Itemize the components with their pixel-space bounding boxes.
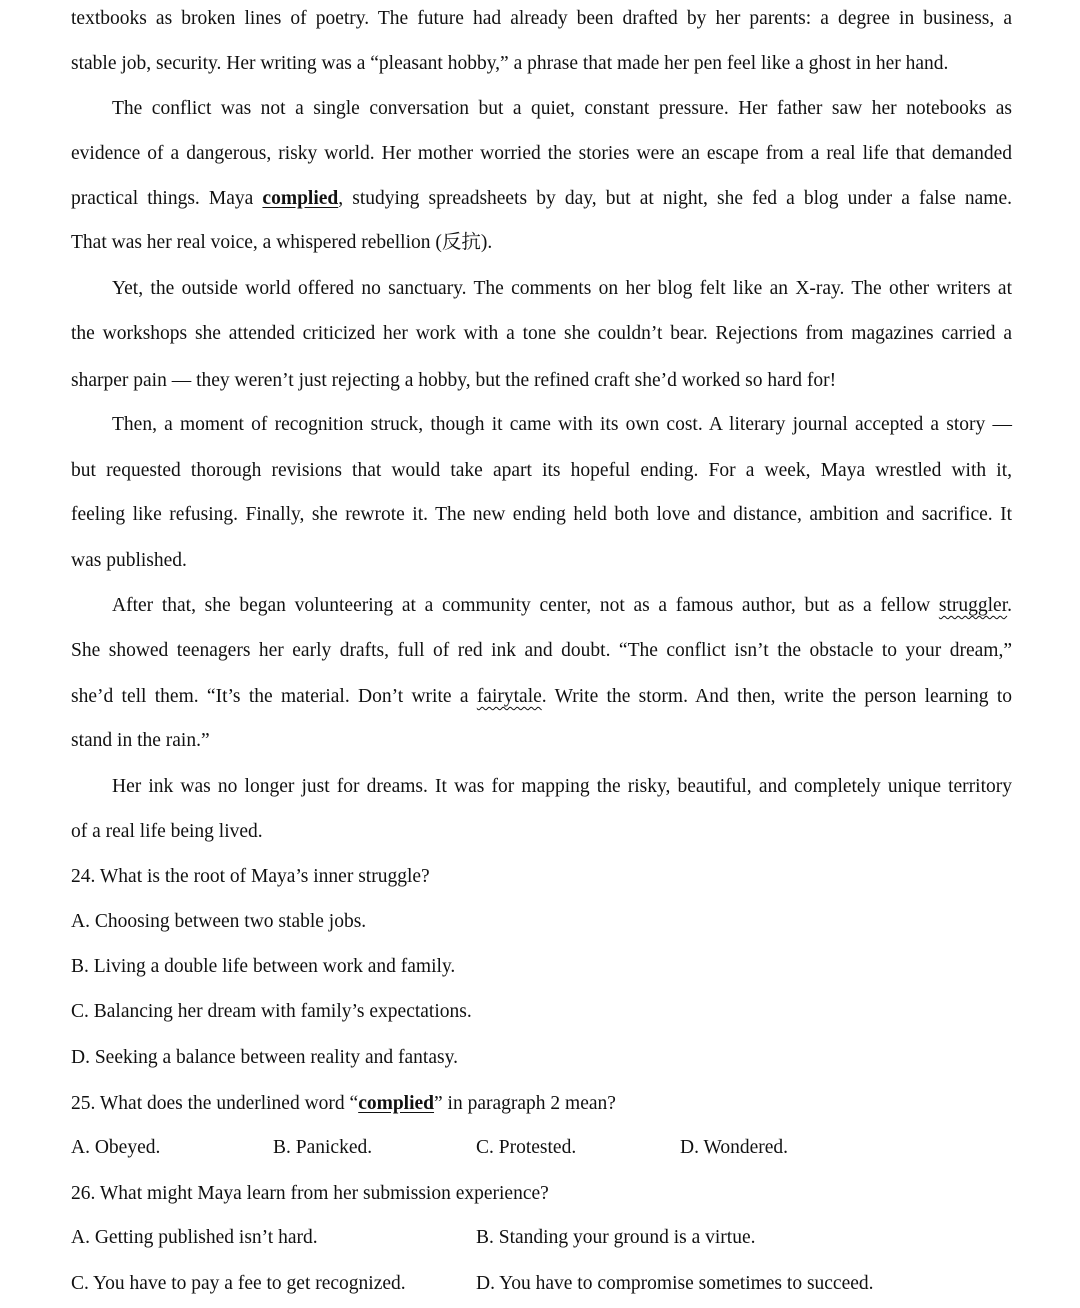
question-24-stem: 24. What is the root of Maya’s inner struggle? — [71, 866, 430, 887]
passage-line: Her ink was no longer just for dreams. It was for mapping the risky, beautiful, and completely unique territory — [112, 776, 1012, 797]
passage-line: stand in the rain.” — [71, 730, 210, 751]
passage-line: The conflict was not a single conversation but a quiet, constant pressure. Her father saw her notebooks as — [112, 98, 1012, 119]
passage-line: practical things. Maya complied, studying spreadsheets by day, but at night, she fed a blog under a false name. — [71, 188, 1012, 209]
wavy-underlined-word-fairytale: fairytale — [476, 686, 542, 707]
passage-line: After that, she began volunteering at a community center, not as a famous author, but as a fellow struggler. — [112, 595, 1012, 616]
passage-line: She showed teenagers her early drafts, full of red ink and doubt. “The conflict isn’t the obstacle to your dream,” — [71, 640, 1012, 661]
passage-line: Then, a moment of recognition struck, though it came with its own cost. A literary journal accepted a story — — [112, 414, 1012, 435]
question-25-option-d[interactable]: D. Wondered. — [680, 1137, 789, 1158]
wavy-underlined-word-struggler: struggler — [938, 595, 1008, 616]
underlined-word-complied: complied — [358, 1093, 435, 1114]
passage-line: evidence of a dangerous, risky world. Her mother worried the stories were an escape from a real life that demanded — [71, 143, 1012, 164]
question-26-option-a[interactable]: A. Getting published isn’t hard. — [71, 1227, 318, 1248]
question-24-option-a[interactable]: A. Choosing between two stable jobs. — [71, 911, 367, 932]
passage-line: she’d tell them. “It’s the material. Don’t write a fairytale. Write the storm. And then, write the person learning to — [71, 686, 1012, 707]
passage-line: sharper pain — they weren’t just rejecting a hobby, but the refined craft she’d worked so hard for! — [71, 370, 837, 391]
question-26-option-c[interactable]: C. You have to pay a fee to get recognized. — [71, 1273, 406, 1294]
passage-line: feeling like refusing. Finally, she rewrote it. The new ending held both love and distance, ambition and sacrifice. It — [71, 504, 1012, 525]
question-25-option-a[interactable]: A. Obeyed. — [71, 1137, 161, 1158]
question-25-option-b[interactable]: B. Panicked. — [273, 1137, 373, 1158]
passage-line: That was her real voice, a whispered rebellion (反抗). — [71, 232, 493, 253]
question-25-stem: 25. What does the underlined word “complied” in paragraph 2 mean? — [71, 1093, 616, 1114]
question-24-option-b[interactable]: B. Living a double life between work and family. — [71, 956, 456, 977]
underlined-word-complied: complied — [262, 188, 339, 209]
passage-line: the workshops she attended criticized her work with a tone she couldn’t bear. Rejections from magazines carried a — [71, 323, 1012, 344]
question-26-stem: 26. What might Maya learn from her submission experience? — [71, 1183, 549, 1204]
question-24-option-c[interactable]: C. Balancing her dream with family’s expectations. — [71, 1001, 472, 1022]
passage-line: Yet, the outside world offered no sanctuary. The comments on her blog felt like an X-ray. The other writers at — [112, 278, 1012, 299]
question-25-option-c[interactable]: C. Protested. — [476, 1137, 577, 1158]
passage-line: was published. — [71, 550, 187, 571]
question-26-option-b[interactable]: B. Standing your ground is a virtue. — [476, 1227, 756, 1248]
passage-line: textbooks as broken lines of poetry. The future had already been drafted by her parents: a degree in business, a — [71, 8, 1012, 29]
question-24-option-d[interactable]: D. Seeking a balance between reality and fantasy. — [71, 1047, 458, 1068]
passage-line: but requested thorough revisions that would take apart its hopeful ending. For a week, Maya wrestled with it, — [71, 460, 1012, 481]
question-26-option-d[interactable]: D. You have to compromise sometimes to succeed. — [476, 1273, 874, 1294]
passage-line: stable job, security. Her writing was a “pleasant hobby,” a phrase that made her pen feel like a ghost in her hand. — [71, 53, 949, 74]
passage-line: of a real life being lived. — [71, 821, 263, 842]
